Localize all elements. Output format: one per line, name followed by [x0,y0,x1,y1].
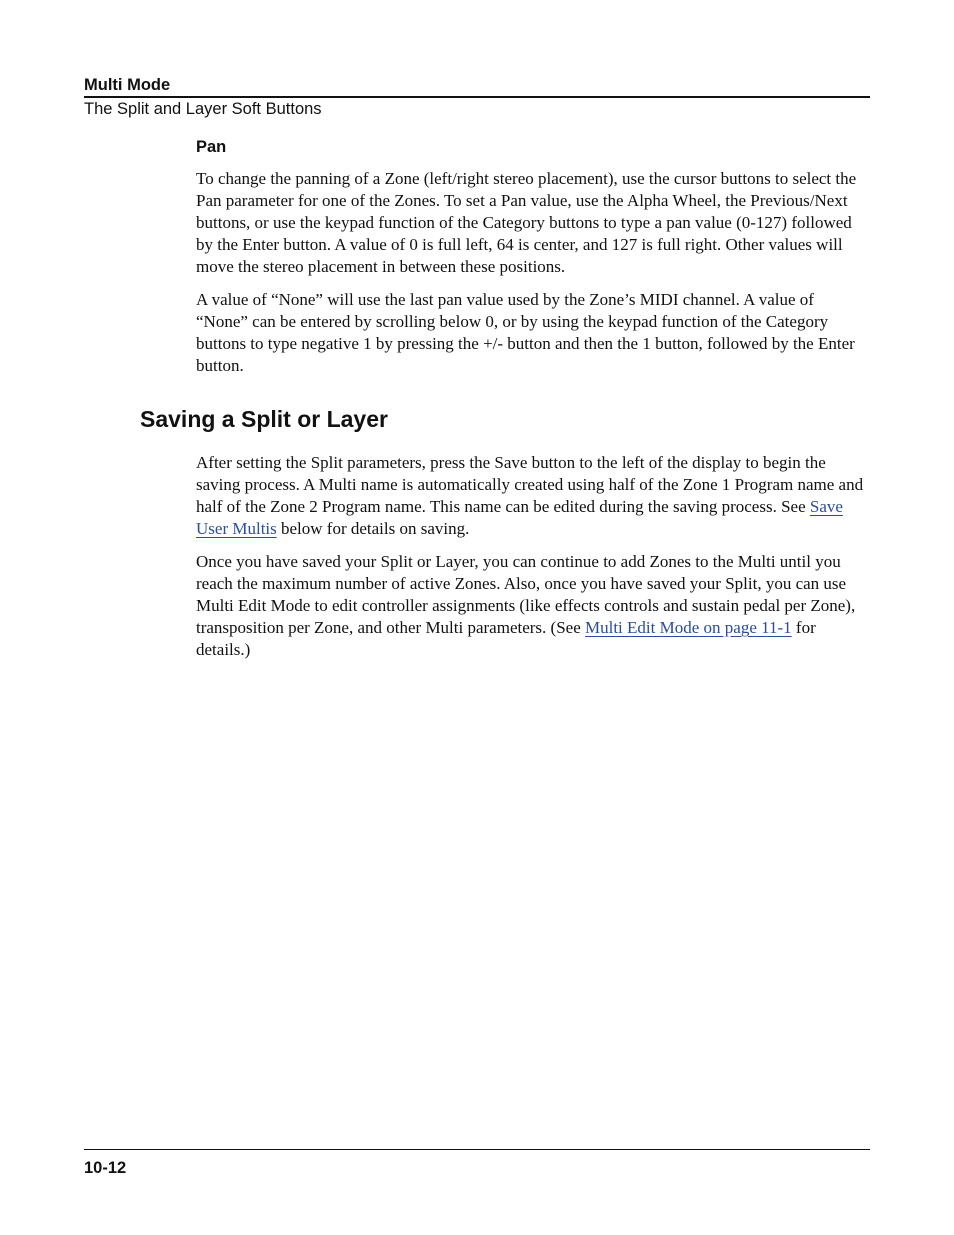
chapter-title: Multi Mode [84,76,171,94]
pan-heading: Pan [196,138,227,156]
page-number: 10-12 [84,1159,127,1177]
saving-p1-after: below for details on saving. [276,519,470,538]
saving-p2-after: for details.) [196,618,816,659]
running-header [84,74,870,120]
pan-paragraph-1 [196,168,868,278]
saving-heading: Saving a Split or Layer [140,406,388,432]
multi-edit-mode-link[interactable]: Multi Edit Mode on page 11-1 [585,618,792,637]
pan-paragraph-1-text: To change the panning of a Zone (left/right stereo placement), use the cursor buttons to select the Pan parameter for one of the Zones. To set a Pan value, use the Alpha Wheel, the Previous/Next buttons, or use the keypad function of the Category buttons to type a pan value (0-127) followed by the Enter button. A value of 0 is full left, 64 is center, and 127 is full right. Other values will move the stereo placement in between these positions. [196,169,857,276]
footer-rule [84,1149,870,1150]
saving-paragraph-1-text [196,452,868,540]
page-footer [84,1149,870,1179]
pan-paragraph-2-text: A value of “None” will use the last pan value used by the Zone’s MIDI channel. A value of “None” can be entered by scrolling below 0, or by using the keypad function of the Category buttons to type negative 1 by pressing the +/- button and then the 1 button, followed by the Enter button. [196,290,855,375]
save-user-multis-link[interactable]: Save User Multis [196,497,843,538]
saving-paragraph-2-text [196,551,868,661]
pan-paragraph-2 [196,289,868,377]
section-title: The Split and Layer Soft Buttons [84,100,322,118]
saving-p2-before: Once you have saved your Split or Layer, you can continue to add Zones to the Multi until you reach the maximum number of active Zones. Also, once you have saved your Split, you can use Multi Edit Mode to edit controller assignments (like effects controls and sustain pedal per Zone), transposition per Zone, and other Multi parameters. (See [196,552,856,637]
saving-p1-before: After setting the Split parameters, press the Save button to the left of the display to begin the saving process. A Multi name is automatically created using half of the Zone 1 Program name and half of the Zone 2 Program name. This name can be edited during the saving process. See [196,453,864,516]
saving-paragraph-1 [196,452,868,540]
saving-paragraph-2 [196,551,868,661]
